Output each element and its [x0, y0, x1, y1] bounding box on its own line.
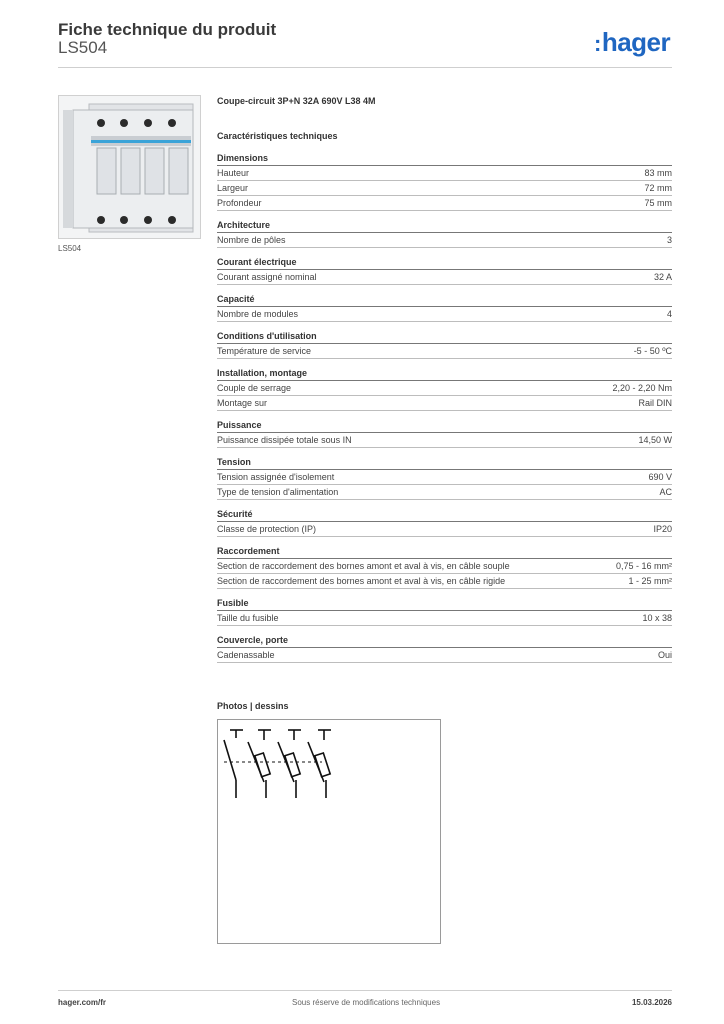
- spec-row: [217, 166, 672, 181]
- spec-row: [217, 611, 672, 626]
- spec-section: [217, 457, 672, 500]
- spec-value: Oui: [657, 650, 672, 660]
- image-caption: LS504: [58, 244, 82, 253]
- spec-label: Couple de serrage: [217, 383, 292, 393]
- spec-value: 14,50 W: [638, 435, 672, 445]
- product-description: Coupe-circuit 3P+N 32A 690V L38 4M: [217, 96, 376, 106]
- spec-row: [217, 648, 672, 663]
- spec-section: [217, 420, 672, 448]
- spec-row: [217, 522, 672, 537]
- page-title: Fiche technique du produit: [58, 20, 277, 39]
- pole-2: [248, 730, 271, 798]
- footer-date: 15.03.2026: [631, 998, 672, 1007]
- section-title: Puissance: [217, 420, 672, 433]
- spec-value: 75 mm: [644, 198, 672, 208]
- spec-label: Puissance dissipée totale sous IN: [217, 435, 352, 445]
- spec-value: 4: [666, 309, 672, 319]
- product-reference: LS504: [58, 38, 108, 57]
- spec-label: Largeur: [217, 183, 249, 193]
- spec-row: [217, 233, 672, 248]
- spec-label: Température de service: [217, 346, 312, 356]
- footer-divider: [58, 990, 672, 991]
- spec-section: [217, 509, 672, 537]
- footer-website-link[interactable]: hager.com/fr: [58, 998, 107, 1007]
- spec-row: [217, 344, 672, 359]
- spec-sections: [217, 153, 672, 663]
- spec-value: 2,20 - 2,20 Nm: [612, 383, 672, 393]
- spec-section: [217, 257, 672, 285]
- spec-label: Taille du fusible: [217, 613, 279, 623]
- spec-value: 1 - 25 mm²: [628, 576, 672, 586]
- spec-value: AC: [659, 487, 672, 497]
- section-title: Installation, montage: [217, 368, 672, 381]
- spec-value: IP20: [653, 524, 672, 534]
- section-title: Tension: [217, 457, 672, 470]
- spec-row: [217, 396, 672, 411]
- spec-value: 3: [666, 235, 672, 245]
- footer-notice: Sous réserve de modifications techniques: [292, 998, 441, 1007]
- section-title: Architecture: [217, 220, 672, 233]
- spec-value: 72 mm: [644, 183, 672, 193]
- section-title: Couvercle, porte: [217, 635, 672, 648]
- characteristics-title: Caractéristiques techniques: [217, 131, 338, 141]
- photos-title: Photos | dessins: [217, 701, 289, 711]
- wiring-diagram: [217, 719, 441, 944]
- spec-value: Rail DIN: [638, 398, 672, 408]
- section-title: Raccordement: [217, 546, 672, 559]
- spec-row: [217, 196, 672, 211]
- spec-row: [217, 270, 672, 285]
- product-image: [58, 95, 201, 239]
- spec-label: Nombre de pôles: [217, 235, 286, 245]
- spec-row: [217, 574, 672, 589]
- spec-label: Classe de protection (IP): [217, 524, 317, 534]
- spec-label: Nombre de modules: [217, 309, 299, 319]
- section-title: Capacité: [217, 294, 672, 307]
- spec-section: [217, 220, 672, 248]
- section-title: Conditions d'utilisation: [217, 331, 672, 344]
- pole-3: [278, 730, 301, 798]
- section-title: Fusible: [217, 598, 672, 611]
- spec-content: [217, 96, 672, 663]
- spec-label: Courant assigné nominal: [217, 272, 317, 282]
- spec-row: [217, 559, 672, 574]
- spec-section: [217, 331, 672, 359]
- section-title: Dimensions: [217, 153, 672, 166]
- section-title: Courant électrique: [217, 257, 672, 270]
- fuse-schematic: [218, 720, 440, 943]
- spec-row: [217, 307, 672, 322]
- spec-value: -5 - 50 ºC: [633, 346, 672, 356]
- spec-label: Cadenassable: [217, 650, 275, 660]
- hager-logo: :hager: [594, 27, 671, 57]
- spec-label: Section de raccordement des bornes amont et aval à vis, en câble souple: [217, 561, 510, 571]
- spec-row: [217, 433, 672, 448]
- spec-label: Type de tension d'alimentation: [217, 487, 339, 497]
- spec-label: Profondeur: [217, 198, 262, 208]
- spec-section: [217, 598, 672, 626]
- spec-row: [217, 181, 672, 196]
- spec-row: [217, 485, 672, 500]
- spec-value: 0,75 - 16 mm²: [615, 561, 672, 571]
- logo-text: hager: [601, 27, 671, 57]
- spec-row: [217, 381, 672, 396]
- spec-value: 10 x 38: [642, 613, 672, 623]
- spec-label: Hauteur: [217, 168, 250, 178]
- pole-1: [224, 730, 243, 780]
- pole-4: [308, 730, 331, 798]
- spec-section: [217, 368, 672, 411]
- section-title: Sécurité: [217, 509, 672, 522]
- spec-label: Section de raccordement des bornes amont et aval à vis, en câble rigide: [217, 576, 506, 586]
- spec-label: Tension assignée d'isolement: [217, 472, 335, 482]
- spec-row: [217, 470, 672, 485]
- spec-section: [217, 635, 672, 663]
- spec-value: 83 mm: [644, 168, 672, 178]
- spec-section: [217, 294, 672, 322]
- spec-label: Montage sur: [217, 398, 268, 408]
- header-divider: [58, 67, 672, 68]
- spec-value: 32 A: [653, 272, 672, 282]
- fuse-holder-illustration: [59, 96, 200, 238]
- spec-section: [217, 546, 672, 589]
- spec-section: [217, 153, 672, 211]
- spec-value: 690 V: [648, 472, 672, 482]
